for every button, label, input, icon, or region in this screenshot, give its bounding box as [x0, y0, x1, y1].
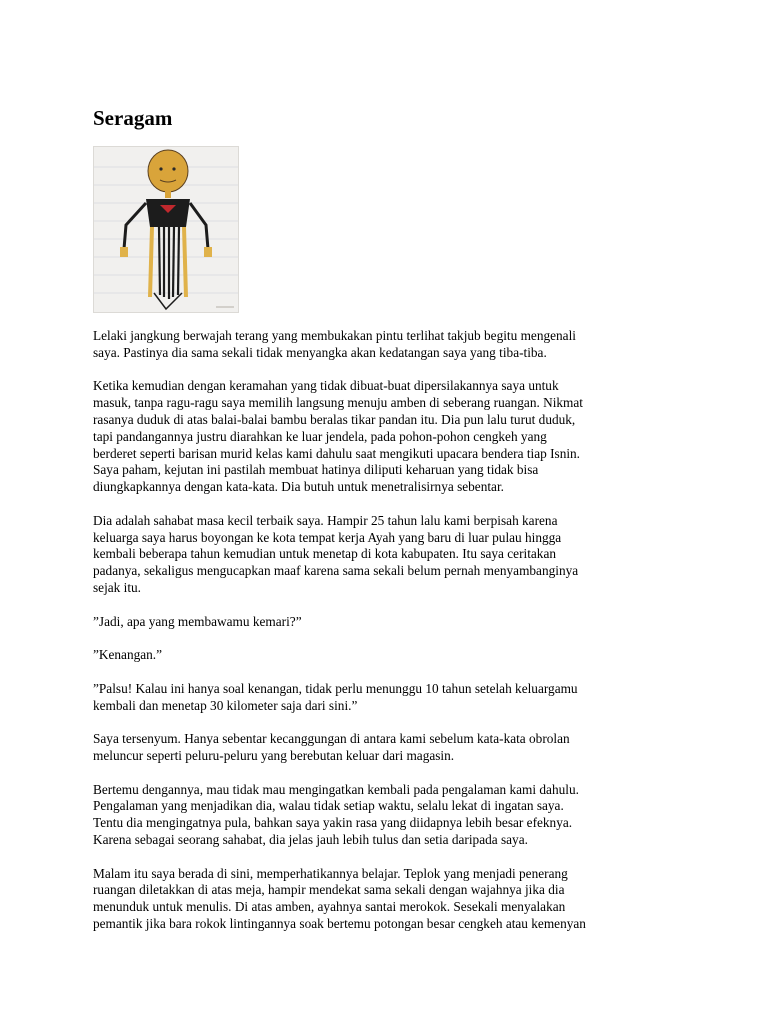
paragraph	[93, 866, 673, 933]
paragraph	[93, 513, 673, 597]
text-line: meluncur seperti peluru-peluru yang berebutan keluar dari magasin.	[93, 747, 455, 763]
text-line: Malam itu saya berada di sini, memperhatikannya belajar. Teplok yang menjadi penerang	[93, 865, 568, 881]
paragraph	[93, 328, 673, 362]
paragraph	[93, 681, 673, 715]
text-line: berderet seperti barisan murid kelas kami dahulu saat mengikuti upacara bendera tiap Isnin.	[93, 445, 581, 461]
text-line: saya. Pastinya dia sama sekali tidak menyangka akan kedatangan saya yang tiba-tiba.	[93, 344, 547, 360]
paragraph	[93, 731, 673, 765]
text-line: Karena sebagai seorang sahabat, dia jelas jauh lebih tulus dan setia daripada saya.	[93, 831, 528, 847]
text-line: Ketika kemudian dengan keramahan yang tidak dibuat-buat dipersilakannya saya untuk	[93, 378, 559, 394]
paragraph	[93, 614, 673, 631]
figure-drawing-icon	[94, 147, 239, 313]
text-line: pemantik jika bara rokok lintingannya soak bertemu potongan besar cengkeh atau kemenyan	[93, 915, 586, 931]
text-line: Dia adalah sahabat masa kecil terbaik saya. Hampir 25 tahun lalu kami berpisah karena	[93, 512, 558, 528]
text-line: Saya tersenyum. Hanya sebentar kecanggungan di antara kami sebelum kata-kata obrolan	[93, 731, 570, 747]
text-line: ruangan diletakkan di atas meja, hampir mendekat sama sekali dengan wajahnya jika dia	[93, 882, 565, 898]
text-line: diungkapkannya dengan kata-kata. Dia butuh untuk menetralisirnya sebentar.	[93, 479, 504, 495]
text-line: Lelaki jangkung berwajah terang yang membukakan pintu terlihat takjub begitu mengenali	[93, 328, 576, 343]
text-line: ”Kenangan.”	[93, 647, 163, 663]
text-line: rasanya duduk di atas balai-balai bambu beralas tikar pandan itu. Dia pun lalu turut duduk,	[93, 411, 576, 427]
text-line: ”Palsu! Kalau ini hanya soal kenangan, tidak perlu menunggu 10 tahun setelah keluargamu	[93, 680, 578, 696]
illustration-childlike-figure	[93, 146, 239, 313]
paragraph	[93, 378, 673, 496]
text-line: keluarga saya harus boyongan ke kota tempat kerja Ayah yang baru di luar pulau hingga	[93, 529, 562, 545]
document-title: Seragam	[93, 106, 173, 130]
text-line: kembali dan menetap 30 kilometer saja dari sini.”	[93, 697, 358, 713]
text-line: tapi pandangannya justru diarahkan ke luar jendela, pada pohon-pohon cengkeh yang	[93, 428, 547, 444]
paragraph	[93, 782, 673, 849]
text-line: Bertemu dengannya, mau tidak mau mengingatkan kembali pada pengalaman kami dahulu.	[93, 781, 579, 797]
paragraph	[93, 647, 673, 664]
text-line: sejak itu.	[93, 579, 142, 595]
text-line: ”Jadi, apa yang membawamu kemari?”	[93, 613, 302, 629]
text-line: Tentu dia mengingatnya pula, bahkan saya yakin rasa yang diidapnya lebih besar efeknya.	[93, 815, 573, 831]
text-line: masuk, tanpa ragu-ragu saya memilih langsung menuju amben di seberang ruangan. Nikmat	[93, 395, 583, 411]
text-line: kembali beberapa tahun kemudian untuk menetap di kota kabupaten. Itu saya ceritakan	[93, 546, 557, 562]
document-body	[93, 328, 673, 949]
text-line: Pengalaman yang menjadikan dia, walau tidak setiap waktu, selalu lekat di ingatan saya.	[93, 798, 564, 814]
text-line: menunduk untuk menulis. Di atas amben, ayahnya santai merokok. Sesekali menyalakan	[93, 899, 566, 915]
text-line: Saya paham, kejutan ini pastilah membuat hatinya diliputi keharuan yang tidak bisa	[93, 462, 539, 478]
text-line: padanya, sekaligus mengucapkan maaf karena sama sekali belum pernah menyambanginya	[93, 563, 579, 579]
